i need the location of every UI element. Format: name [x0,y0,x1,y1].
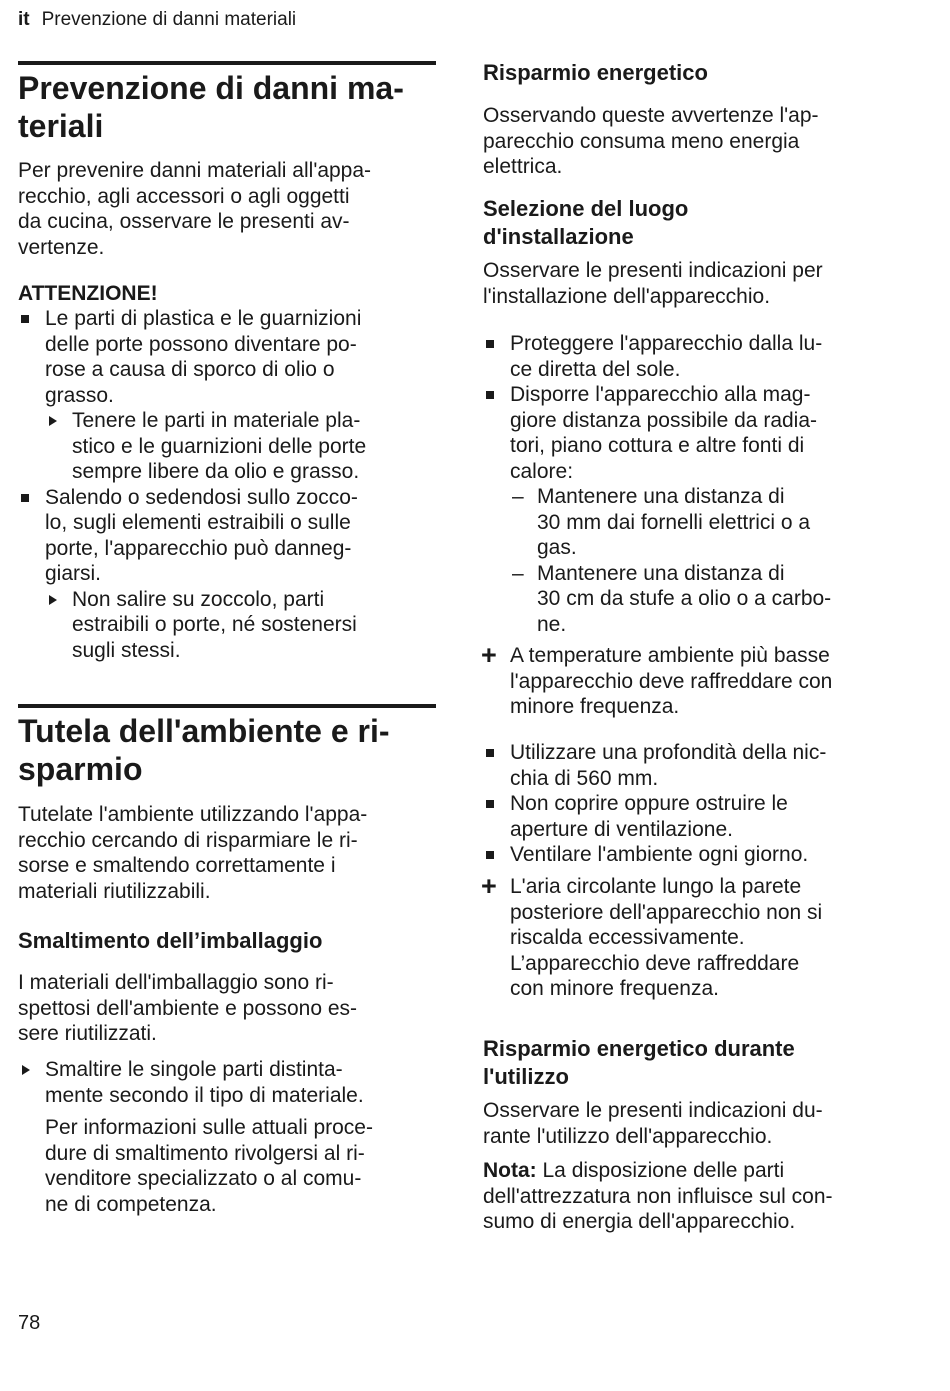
list-item: Disporre l'apparecchio alla mag- giore distanza possibile da radia- tori, piano cottura e altre fonti di calore: – Mantenere una distanza di 30 mm dai fornelli elettrici o a gas. – Mantenere una distanza di 30 cm da stufe a olio o a carbo- ne. [483,382,903,637]
section-rule [18,61,436,65]
language-code: it [18,9,30,30]
result-item: + A temperature ambiente più basse l'apparecchio deve raffreddare con minore frequenza. [481,640,833,718]
subheading-energy-saving: Risparmio energetico [483,60,708,85]
energy-saving-text: Osservando queste avvertenze l'ap- parecchio consuma meno energia elettrica. [483,104,819,178]
section-heading-prevention: Prevenzione di danni ma- teriali [18,70,404,144]
dash-list [510,484,903,637]
list-item: Utilizzare una profondità della nic- chia di 560 mm. [483,740,903,791]
result-item: + L'aria circolante lungo la parete posteriore dell'apparecchio non si riscalda eccessivamente. L’apparecchio deve raffreddare con minore frequenza. [481,871,823,1000]
subheading-energy-during-use: Risparmio energetico durante l'utilizzo [483,1036,795,1089]
packaging-text: I materiali dell'imballaggio sono ri- spettosi dell'ambiente e possono es- sere riutilizzati. [18,971,358,1045]
dash-item: – Mantenere una distanza di 30 mm dai fornelli elettrici o a gas. [512,485,811,559]
step-list [45,587,436,664]
packaging-steps [18,1057,436,1108]
result-list [481,871,903,1002]
list-item: Proteggere l'apparecchio dalla lu- ce diretta del sole. [483,331,903,382]
dash-icon: – [512,485,524,508]
list-item: Salendo o sedendosi sullo zocco- lo, sugli elementi estraibili o sulle porte, l'apparecchio può danneg- giarsi. Non salire su zoccolo, parti estraibili o porte, né sostenersi sugli stessi. [18,485,436,664]
prevention-intro: Per prevenire danni materiali all'appa- recchio, agli accessori o agli oggetti da cucina, osservare le presenti av- vertenze. [18,159,372,259]
list-item: Non coprire oppure ostruire le aperture di ventilazione. [483,791,903,842]
running-header [18,8,296,32]
subheading-packaging: Smaltimento dell’imballaggio [18,928,323,953]
running-header-title: Prevenzione di danni materiali [41,9,297,30]
section-rule [18,704,436,708]
step-item: Non salire su zoccolo, parti estraibili o porte, né sostenersi sugli stessi. [45,587,436,664]
list-item: Le parti di plastica e le guarnizioni delle porte possono diventare po- rose a causa di sporco di olio o grasso. Tenere le parti in materiale pla- stico e le guarnizioni delle porte sempre libere da olio e grasso. [18,306,436,485]
step-list [45,408,436,485]
step-item: Tenere le parti in materiale pla- stico e le guarnizioni delle porte sempre libere da olio e grasso. [45,408,436,485]
ventilation-list [483,740,903,868]
warning-list [18,306,436,663]
result-list [481,640,903,720]
dash-icon: – [512,561,524,585]
packaging-note: Per informazioni sulle attuali proce- dure di smaltimento rivolgersi al ri- venditore specializzato o al comu- ne di competenza. [45,1116,373,1216]
step-item: Smaltire le singole parti distinta- mente secondo il tipo di materiale. [18,1057,436,1108]
dash-item: – Mantenere una distanza di 30 cm da stufe a olio o a carbo- ne. [512,561,832,636]
note-label: Nota: [483,1159,537,1182]
installation-text: Osservare le presenti indicazioni per l'installazione dell'apparecchio. [483,259,823,308]
energy-during-use-text: Osservare le presenti indicazioni du- rante l'utilizzo dell'apparecchio. [483,1099,823,1148]
section-heading-environment: Tutela dell'ambiente e ri- sparmio [18,713,390,787]
subheading-installation-site: Selezione del luogo d'installazione [483,196,689,249]
list-item: Ventilare l'ambiente ogni giorno. [483,842,903,868]
note-paragraph: Nota: La disposizione delle parti dell'attrezzatura non influisce sul con- sumo di energia dell'apparecchio. [483,1159,833,1233]
warning-label: ATTENZIONE! [18,282,158,305]
installation-list [483,331,903,637]
environment-intro: Tutelate l'ambiente utilizzando l'appa- recchio cercando di risparmiare le ri- sorse e smaltendo correttamente i materiali riutilizzabili. [18,803,368,903]
page-number: 78 [18,1312,41,1334]
